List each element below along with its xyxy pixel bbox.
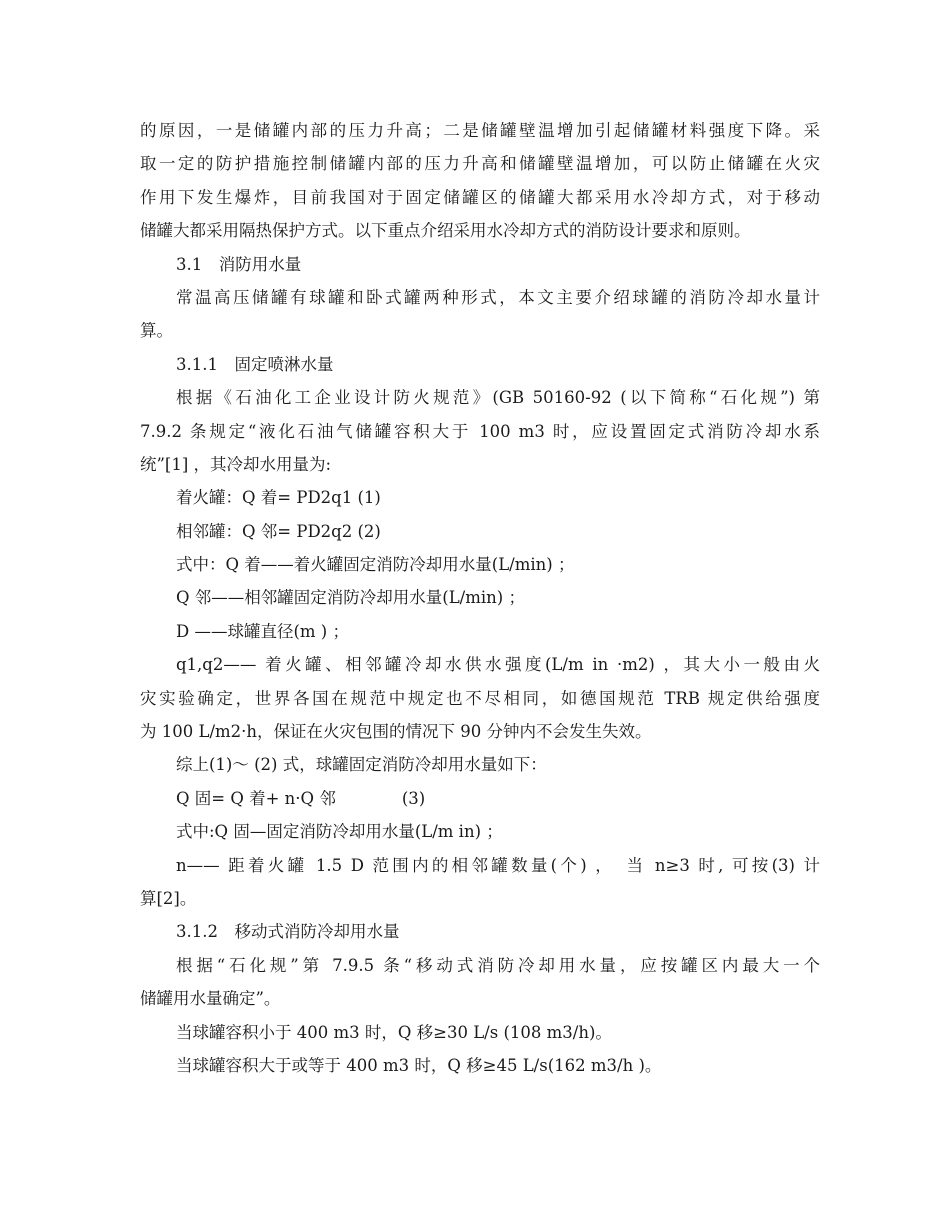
formula-line: 着火罐：Q 着= PD2q1 (1): [176, 488, 381, 508]
paragraph-line: 为 100 L/m2·h，保证在火灾包围的情况下 90 分钟内不会发生失效。: [140, 722, 652, 742]
formula-line: Q 固= Q 着+ n·Q 邻 (3): [176, 788, 426, 808]
paragraph-line: 统”[1] ，其冷却水用量为:: [140, 454, 332, 474]
paragraph-line: 根据“石化规”第 7.9.5 条“移动式消防冷却用水量，应按罐区内最大一个: [176, 955, 820, 975]
definition-line: 式中:Q 固—固定消防冷却用水量(L/m in) ；: [176, 822, 503, 842]
paragraph-line: 7.9.2 条规定“液化石油气储罐容积大于 100 m3 时，应设置固定式消防冷却水系: [140, 421, 820, 441]
definition-line: q1,q2—— 着火罐、相邻罐冷却水供水强度(L/m in ·m2) ，其大小一般由火: [176, 655, 820, 675]
definition-line: 式中：Q 着——着火罐固定消防冷却用水量(L/min) ；: [176, 555, 575, 575]
section-heading: 3.1 消防用水量: [176, 254, 302, 274]
paragraph-line: 灾实验确定，世界各国在规范中规定也不尽相同，如德国规范 TRB 规定供给强度: [140, 688, 820, 708]
paragraph-line: 储罐大都采用隔热保护方式。以下重点介绍采用水冷却方式的消防设计要求和原则。: [140, 221, 751, 241]
paragraph-line: 算。: [140, 321, 173, 341]
section-heading: 3.1.2 移动式消防冷却用水量: [176, 922, 400, 942]
paragraph-line: 综上(1)～ (2) 式，球罐固定消防冷却用水量如下：: [176, 755, 547, 775]
definition-line: n—— 距着火罐 1.5 D 范围内的相邻罐数量(个) ， 当 n≥3 时, 可按(3) 计: [176, 855, 820, 875]
paragraph-line: 常温高压储罐有球罐和卧式罐两种形式，本文主要介绍球罐的消防冷却水量计: [176, 287, 820, 307]
paragraph-line: 根据《石油化工企业设计防火规范》(GB 50160-92 (以下简称“石化规”) 第: [176, 388, 820, 408]
paragraph-line: 当球罐容积小于 400 m3 时，Q 移≥30 L/s (108 m3/h)。: [176, 1022, 612, 1042]
definition-line: D ——球罐直径(m ) ；: [176, 621, 349, 641]
formula-line: 相邻罐：Q 邻= PD2q2 (2): [176, 521, 381, 541]
definition-line: Q 邻——相邻罐固定消防冷却用水量(L/min) ；: [176, 588, 525, 608]
paragraph-line: 的原因，一是储罐内部的压力升高；二是储罐壁温增加引起储罐材料强度下降。采: [140, 121, 820, 140]
paragraph-line: 储罐用水量确定”。: [140, 989, 281, 1009]
paragraph-line: 作用下发生爆炸，目前我国对于固定储罐区的储罐大都采用水冷却方式，对于移动: [140, 187, 820, 207]
paragraph-line: 取一定的防护措施控制储罐内部的压力升高和储罐壁温增加，可以防止储罐在火灾: [140, 154, 820, 174]
section-heading: 3.1.1 固定喷淋水量: [176, 354, 334, 374]
body-text: [140, 114, 820, 1082]
paragraph-line: 当球罐容积大于或等于 400 m3 时，Q 移≥45 L/s(162 m3/h )。: [176, 1055, 662, 1075]
paragraph-line: 算[2]。: [140, 888, 197, 908]
